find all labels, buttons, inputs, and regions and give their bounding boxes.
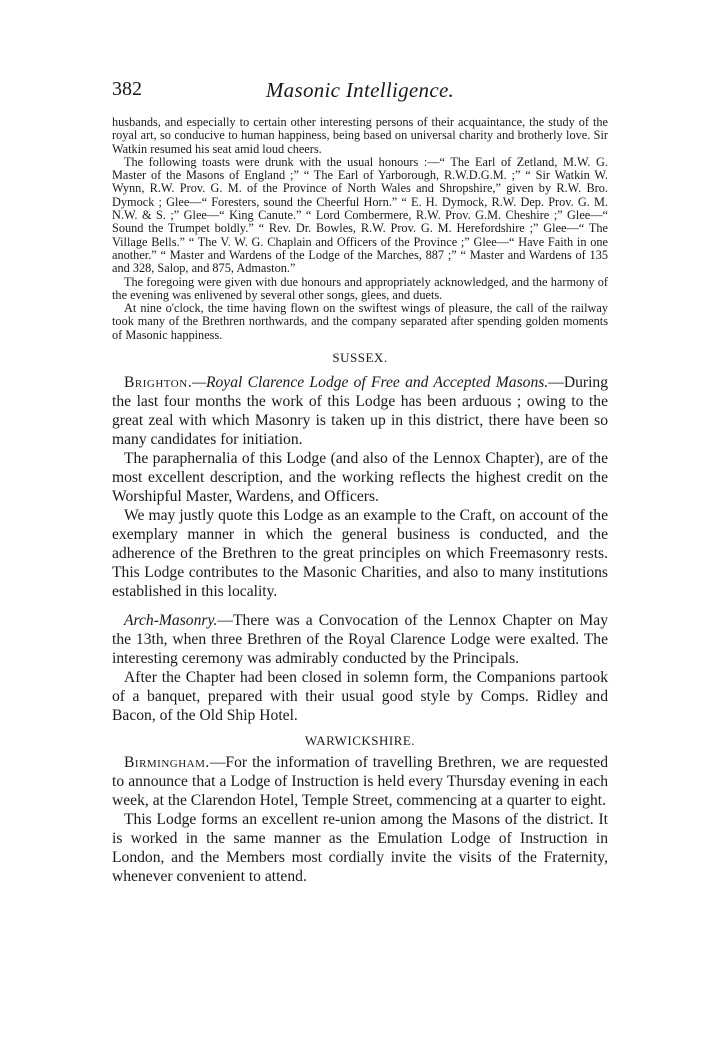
warwickshire-paragraph-1 bbox=[112, 753, 608, 810]
warwickshire-paragraph-2: This Lodge forms an excellent re-union among the Masons of the district. It is worked in the same manner as the Emulation Lodge of Instruction in London, and the Members most cordially invite the visits of the Fraternity, whenever convenient to attend. bbox=[112, 811, 608, 886]
warwickshire-section bbox=[112, 753, 608, 886]
intro-paragraph-4: At nine o'clock, the time having flown on the swiftest wings of pleasure, the call of the railway took many of the Brethren northwards, and the company separated after spending golden moments of Masonic happiness. bbox=[112, 301, 608, 342]
intro-paragraph-3: The foregoing were given with due honours and appropriately acknowledged, and the harmony of the evening was enlivened by several other songs, glees, and duets. bbox=[112, 274, 608, 302]
sussex-paragraph-1 bbox=[112, 373, 608, 449]
sussex-paragraph-2: The paraphernalia of this Lodge (and also of the Lennox Chapter), are of the most excellent description, and the working reflects the highest credit on the Worshipful Master, Wardens, and Officers. bbox=[112, 450, 608, 506]
sussex-paragraph-4-text: —There was a Convocation of the Lennox Chapter on May the 13th, when three Brethren of the Royal Clarence Lodge were exalted. The interesting ceremony was admirably conducted by the Principals. bbox=[112, 612, 608, 668]
page-header bbox=[112, 78, 608, 104]
intro-paragraph-2: The following toasts were drunk with the usual honours :—“ The Earl of Zetland, M.W. G. Master of the Masons of England ;” “ The Earl of Yarborough, R.W.D.G.M. ;” “ Sir Watkin W. Wynn, R.W. Prov. G. M. of the Province of North Wales and Shropshire,” given by R.W. Bro. Dymock ; Glee—“ Foresters, sound the Cheerful Horn.” “ E. H. Dymock, R.W. Dep. Prov. G. M. N.W. & S. ;” Glee—“ King Canute.” “ Lord Combermere, R.W. Prov. G.M. Cheshire ;” Glee—“ Sound the Trumpet boldly.” “ Rev. Dr. Bowles, R.W. Prov. G. M. Herefordshire ;” Glee—“ The Village Bells.” “ The V. W. G. Chaplain and Officers of the Province ;” Glee—“ Have Faith in one another.” “ Master and Wardens of the Lodge of the Marches, 887 ;” “ Master and Wardens of 135 and 328, Salop, and 875, Admaston.” bbox=[112, 154, 608, 276]
section-heading-warwickshire: WARWICKSHIRE. bbox=[304, 733, 416, 749]
page-number: 382 bbox=[112, 78, 142, 100]
place-name: Birmingham. bbox=[124, 754, 210, 772]
subsection-lead: Arch-Masonry. bbox=[124, 612, 218, 630]
sussex-paragraph-3: We may justly quote this Lodge as an example to the Craft, on account of the exemplary manner in which the general business is conducted, and the adherence of the Brethren to the great principles on which Freemasonry rests. This Lodge contributes to the Masonic Charities, and also to many institutions established in this locality. bbox=[112, 507, 608, 601]
sussex-paragraph-4 bbox=[112, 611, 608, 668]
sussex-paragraph-5: After the Chapter had been closed in solemn form, the Companions partook of a banquet, prepared with their usual good style by Comps. Ridley and Bacon, of the Old Ship Hotel. bbox=[112, 669, 608, 725]
intro-paragraph-1: husbands, and especially to certain other interesting persons of their acquaintance, the study of the royal art, so conducive to human happiness, being based on universal charity and brotherly love. Sir Watkin resumed his seat amid loud cheers. bbox=[112, 115, 608, 156]
place-name: Brighton. bbox=[124, 374, 193, 392]
article-body bbox=[112, 116, 608, 886]
sussex-section bbox=[112, 373, 608, 725]
running-title: Masonic Intelligence. bbox=[265, 78, 455, 102]
intro-section bbox=[112, 116, 608, 342]
sussex-paragraph-1-text: —During the last four months the work of this Lodge has been arduous ; owing to the great zeal with which Masonry is taken up in this district, there have been so many candidates for initiation. bbox=[112, 374, 608, 449]
paragraph-gap bbox=[112, 601, 608, 611]
lodge-name: —Royal Clarence Lodge of Free and Accepted Masons. bbox=[192, 374, 549, 392]
section-heading-sussex: SUSSEX. bbox=[332, 350, 388, 366]
warwickshire-paragraph-1-text: —For the information of travelling Brethren, we are requested to announce that a Lodge of Instruction is held every Thursday evening in each week, at the Clarendon Hotel, Temple Street, commencing at a quarter to eight. bbox=[112, 754, 608, 810]
